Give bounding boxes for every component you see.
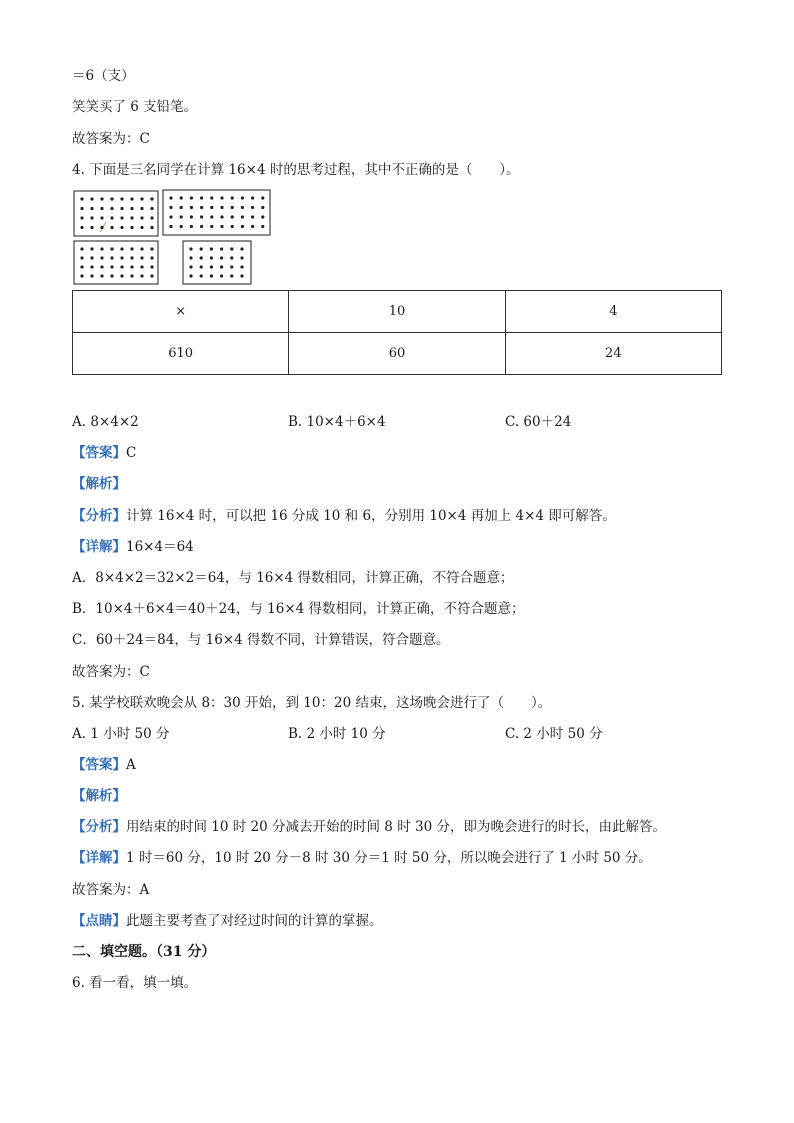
- dot: [100, 256, 103, 259]
- dot: [110, 274, 113, 277]
- dot: [251, 215, 254, 218]
- option-b: B. 2 小时 10 分: [288, 726, 386, 742]
- dot: [130, 216, 133, 219]
- xiangjie-tag: 【详解】: [72, 539, 126, 555]
- dot: [220, 265, 223, 268]
- dot: [90, 265, 93, 268]
- question-4: 4. 下面是三名同学在计算 16×4 时的思考过程，其中不正确的是（ ）。: [72, 162, 520, 178]
- dot: [261, 206, 264, 209]
- dot: [210, 256, 213, 259]
- dot: [169, 215, 172, 218]
- dot: [120, 207, 123, 210]
- dot: [130, 226, 133, 229]
- dot: [120, 216, 123, 219]
- dot: [241, 225, 244, 228]
- answer-tag: 【答案】: [72, 445, 126, 461]
- dot: [120, 265, 123, 268]
- dot: [100, 197, 103, 200]
- dot: [200, 274, 203, 277]
- dot: [150, 274, 153, 277]
- dot: [220, 225, 223, 228]
- dot: [200, 215, 203, 218]
- question-6: 6. 看一看，填一填。: [72, 975, 198, 991]
- dot: [90, 207, 93, 210]
- dot: [261, 225, 264, 228]
- dot: [240, 247, 243, 250]
- dot: [169, 206, 172, 209]
- dot: [140, 216, 143, 219]
- dot: [251, 196, 254, 199]
- calc-table: [72, 290, 722, 375]
- dot: [80, 265, 83, 268]
- dot: [200, 225, 203, 228]
- dot: [80, 216, 83, 219]
- fenxi-tag: 【分析】: [72, 819, 126, 835]
- table-cell: 24: [505, 333, 721, 375]
- dot: [130, 274, 133, 277]
- dot: [150, 256, 153, 259]
- table-row: [73, 333, 722, 375]
- xiangjie-text: 16×4＝64: [126, 539, 194, 555]
- dot: [130, 256, 133, 259]
- dot: [130, 207, 133, 210]
- dot: [130, 247, 133, 250]
- table-cell: 10: [289, 291, 505, 333]
- dot: [110, 207, 113, 210]
- dot: [220, 256, 223, 259]
- q4-final-answer: 故答案为：C: [72, 664, 150, 680]
- dot: [120, 247, 123, 250]
- dot: [169, 196, 172, 199]
- table-cell: 4: [505, 291, 721, 333]
- dot: [200, 256, 203, 259]
- option-a: A. 1 小时 50 分: [72, 726, 170, 742]
- dot: [100, 216, 103, 219]
- dot: [150, 265, 153, 268]
- dot: [90, 274, 93, 277]
- q5-xiangjie: [72, 848, 652, 868]
- dot: [150, 216, 153, 219]
- dianjing-text: 此题主要考查了对经过时间的计算的掌握。: [126, 913, 383, 929]
- dot: [110, 265, 113, 268]
- dot: [100, 226, 103, 229]
- dot: [200, 265, 203, 268]
- dot: [230, 274, 233, 277]
- dot: [90, 197, 93, 200]
- table-row: [73, 291, 722, 333]
- fenxi-text: 计算 16×4 时，可以把 16 分成 10 和 6，分别用 10×4 再加上 4×4 即可解答。: [126, 508, 616, 524]
- dot: [110, 226, 113, 229]
- dot: [100, 265, 103, 268]
- dot: [140, 256, 143, 259]
- dot: [210, 274, 213, 277]
- dot: [150, 226, 153, 229]
- calc-line: ＝6（支）: [72, 68, 135, 84]
- dot: [120, 256, 123, 259]
- dot: [200, 247, 203, 250]
- dot: [120, 226, 123, 229]
- dot: [230, 247, 233, 250]
- question-5: 5. 某学校联欢晚会从 8：30 开始，到 10：20 结束，这场晚会进行了（ ）。: [72, 695, 552, 711]
- dot: [80, 207, 83, 210]
- q4-analysis-tag: 【解析】: [72, 476, 126, 492]
- dot: [80, 247, 83, 250]
- option-b: B. 10×4＋6×4: [288, 414, 386, 430]
- dot: [210, 206, 213, 209]
- dot: [150, 247, 153, 250]
- dot: [80, 197, 83, 200]
- dot: [231, 215, 234, 218]
- dot: [189, 265, 192, 268]
- dot: [210, 225, 213, 228]
- dot: [220, 274, 223, 277]
- dot: [210, 196, 213, 199]
- dot: [140, 207, 143, 210]
- dot: [80, 274, 83, 277]
- dot: [210, 215, 213, 218]
- answer-tag: 【答案】: [72, 757, 126, 773]
- dot: [110, 197, 113, 200]
- dot: [220, 215, 223, 218]
- dot: [120, 197, 123, 200]
- dot: [190, 215, 193, 218]
- dot: [200, 206, 203, 209]
- dot: [189, 247, 192, 250]
- dot-box-bottom-right: [183, 241, 251, 284]
- q5-final-answer: 故答案为：A: [72, 882, 150, 898]
- dot: [100, 247, 103, 250]
- table-cell: 610: [73, 333, 289, 375]
- section-heading: 二、填空题。（31 分）: [72, 944, 216, 960]
- dot: [231, 196, 234, 199]
- option-c: C. 60＋24: [505, 414, 572, 430]
- dot: [241, 206, 244, 209]
- dot: [261, 215, 264, 218]
- dot-box-top-right: [163, 190, 270, 235]
- q4-explain-a: A．8×4×2＝32×2＝64，与 16×4 得数相同，计算正确，不符合题意；: [72, 570, 514, 586]
- dot: [240, 256, 243, 259]
- dot: [90, 247, 93, 250]
- final-answer: 故答案为：C: [72, 131, 150, 147]
- dot: [220, 196, 223, 199]
- dot: [240, 265, 243, 268]
- q4-explain-c: C．60＋24＝84，与 16×4 得数不同，计算错误，符合题意。: [72, 632, 450, 648]
- dot: [230, 256, 233, 259]
- fenxi-tag: 【分析】: [72, 508, 126, 524]
- dot: [190, 196, 193, 199]
- dot: [140, 197, 143, 200]
- dot: [180, 215, 183, 218]
- dot: [140, 226, 143, 229]
- dot: [241, 215, 244, 218]
- option-c: C. 2 小时 50 分: [505, 726, 603, 742]
- result-sentence: 笑笑买了 6 支铅笔。: [72, 99, 198, 115]
- q5-fenxi: [72, 817, 666, 837]
- table-cell: ×: [73, 291, 289, 333]
- dot: [180, 196, 183, 199]
- dot: [189, 256, 192, 259]
- dot: [150, 197, 153, 200]
- dot: [231, 225, 234, 228]
- dot: [210, 265, 213, 268]
- dot: [140, 247, 143, 250]
- q5-answer: [72, 755, 136, 775]
- dot: [220, 247, 223, 250]
- dot: [231, 206, 234, 209]
- dianjing-tag: 【点睛】: [72, 913, 126, 929]
- dot: [189, 274, 192, 277]
- dot-box-bottom-left: [74, 241, 158, 284]
- dot: [110, 216, 113, 219]
- dot-array-figure: [72, 188, 282, 288]
- dot: [90, 226, 93, 229]
- dot: [210, 247, 213, 250]
- dot: [190, 225, 193, 228]
- dot: [241, 196, 244, 199]
- q4-answer: [72, 443, 136, 463]
- q4-explain-b: B．10×4＋6×4＝40＋24，与 16×4 得数相同，计算正确，不符合题意；: [72, 601, 525, 617]
- dot: [80, 256, 83, 259]
- dot: [169, 225, 172, 228]
- dot: [100, 207, 103, 210]
- dot: [110, 256, 113, 259]
- dot: [251, 225, 254, 228]
- dot: [220, 206, 223, 209]
- dot: [200, 196, 203, 199]
- q4-xiangjie: [72, 537, 194, 557]
- answer-value: A: [126, 757, 136, 773]
- dot: [190, 206, 193, 209]
- dot: [150, 207, 153, 210]
- dot-box-top-left: [74, 191, 158, 236]
- dot: [90, 216, 93, 219]
- table-cell: 60: [289, 333, 505, 375]
- dot: [90, 256, 93, 259]
- dot: [120, 274, 123, 277]
- answer-value: C: [126, 445, 137, 461]
- dot: [180, 225, 183, 228]
- q4-fenxi: [72, 506, 616, 526]
- dot: [180, 206, 183, 209]
- fenxi-text: 用结束的时间 10 时 20 分减去开始的时间 8 时 30 分，即为晚会进行的时长，由此解答。: [126, 819, 666, 835]
- dot: [130, 197, 133, 200]
- dot: [261, 196, 264, 199]
- q5-dianjing: [72, 911, 383, 931]
- dot: [100, 274, 103, 277]
- xiangjie-tag: 【详解】: [72, 850, 126, 866]
- dot: [140, 265, 143, 268]
- dot: [230, 265, 233, 268]
- xiangjie-text: 1 时＝60 分，10 时 20 分－8 时 30 分＝1 时 50 分，所以晚会进行了 1 小时 50 分。: [126, 850, 652, 866]
- q5-analysis-tag: 【解析】: [72, 788, 126, 804]
- dot: [80, 226, 83, 229]
- dot: [110, 247, 113, 250]
- dot: [130, 265, 133, 268]
- dot: [140, 274, 143, 277]
- option-a: A. 8×4×2: [72, 414, 139, 430]
- dot: [240, 274, 243, 277]
- dot: [251, 206, 254, 209]
